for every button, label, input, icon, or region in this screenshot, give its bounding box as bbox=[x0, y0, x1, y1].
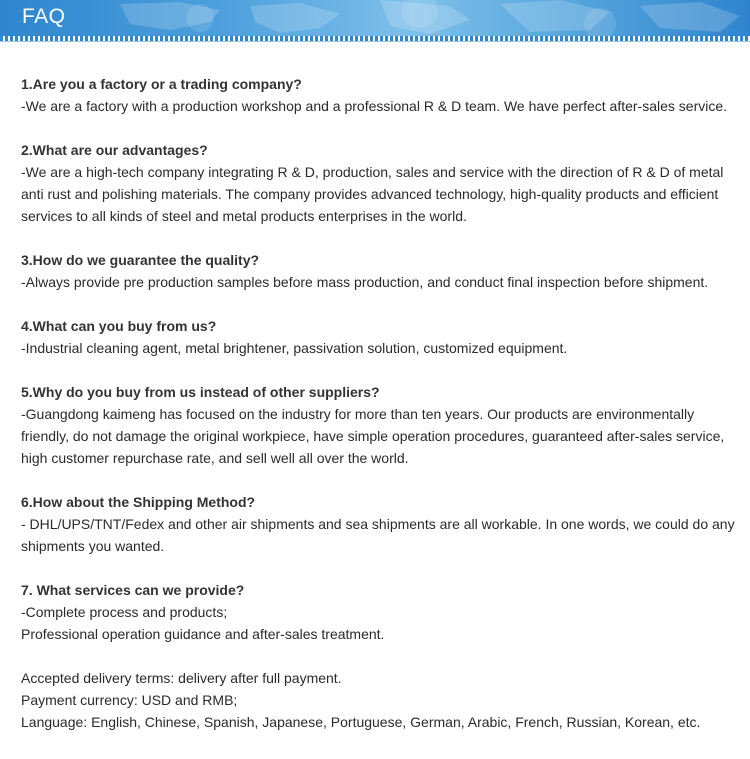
faq-question: 1.Are you a factory or a trading company? bbox=[21, 76, 302, 92]
delivery-terms: Accepted delivery terms: delivery after full payment. bbox=[21, 670, 342, 686]
faq-item bbox=[21, 139, 743, 227]
faq-item bbox=[21, 249, 743, 293]
faq-item bbox=[21, 381, 743, 469]
faq-question: 7. What services can we provide? bbox=[21, 582, 245, 598]
faq-question: 2.What are our advantages? bbox=[21, 142, 208, 158]
languages: Language: English, Chinese, Spanish, Japanese, Portuguese, German, Arabic, French, Russian, Korean, etc. bbox=[21, 714, 701, 730]
payment-currency: Payment currency: USD and RMB; bbox=[21, 692, 238, 708]
faq-question: 5.Why do you buy from us instead of other suppliers? bbox=[21, 384, 380, 400]
faq-answer: - DHL/UPS/TNT/Fedex and other air shipments and sea shipments are all workable. In one words, we could do any shipments you wanted. bbox=[21, 516, 735, 554]
faq-question: 4.What can you buy from us? bbox=[21, 318, 217, 334]
faq-answer: -We are a factory with a production workshop and a professional R & D team. We have perfect after-sales service. bbox=[21, 98, 728, 114]
faq-item bbox=[21, 315, 743, 359]
faq-item bbox=[21, 491, 743, 557]
faq-answer: -Guangdong kaimeng has focused on the industry for more than ten years. Our products are environmentally friendly, do not damage the original workpiece, have simple operation procedures, guaranteed after-sales service, high customer repurchase rate, and sell well all over the world. bbox=[21, 406, 725, 466]
faq-item bbox=[21, 579, 743, 645]
faq-question: 3.How do we guarantee the quality? bbox=[21, 252, 260, 268]
page-title: FAQ bbox=[22, 5, 66, 28]
banner-divider bbox=[0, 41, 750, 42]
faq-banner bbox=[0, 0, 750, 36]
terms-block bbox=[21, 667, 743, 733]
faq-answer: -Complete process and products; bbox=[21, 604, 228, 620]
faq-answer: -Industrial cleaning agent, metal brightener, passivation solution, customized equipment. bbox=[21, 340, 568, 356]
faq-answer: Professional operation guidance and after-sales treatment. bbox=[21, 626, 385, 642]
faq-question: 6.How about the Shipping Method? bbox=[21, 494, 256, 510]
faq-answer: -Always provide pre production samples before mass production, and conduct final inspection before shipment. bbox=[21, 274, 709, 290]
faq-content bbox=[21, 73, 743, 733]
world-map-decoration bbox=[0, 0, 750, 36]
faq-answer: -We are a high-tech company integrating R & D, production, sales and service with the direction of R & D of metal anti rust and polishing materials. The company provides advanced technology, high-quality products and efficient services to all kinds of steel and metal products enterprises in the world. bbox=[21, 164, 724, 224]
faq-item bbox=[21, 73, 743, 117]
